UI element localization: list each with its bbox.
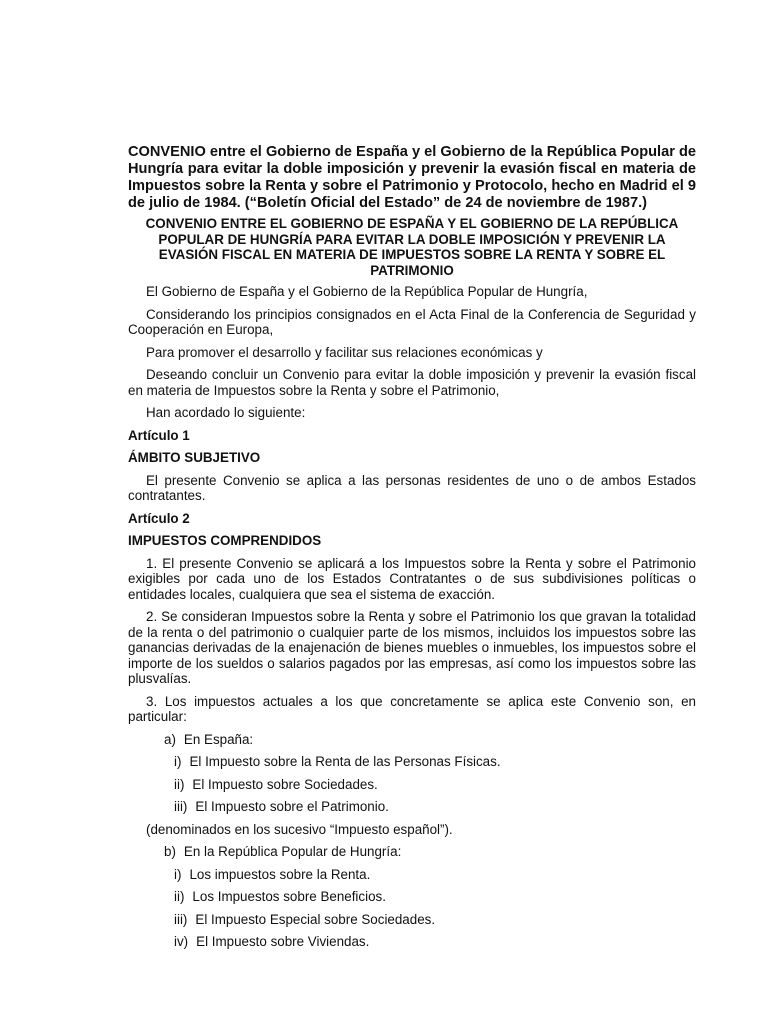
article-1-label: Artículo 1 bbox=[128, 427, 190, 443]
list-marker: iii) bbox=[174, 911, 188, 927]
list-item-text: Los Impuestos sobre Beneficios. bbox=[192, 889, 386, 904]
list-item bbox=[128, 934, 696, 950]
preamble-paragraph: Deseando concluir un Convenio para evitar la doble imposición y prevenir la evasión fiscal en materia de Impuestos sobre la Renta y sobre el Patrimonio, bbox=[128, 367, 696, 398]
list-marker: b) bbox=[164, 844, 176, 859]
list-item-spain bbox=[128, 732, 696, 748]
list-item bbox=[128, 799, 696, 815]
preamble-paragraph: Han acordado lo siguiente: bbox=[146, 405, 306, 420]
list-marker: a) bbox=[164, 731, 176, 747]
list-marker: ii) bbox=[174, 889, 185, 904]
list-item-text: El Impuesto sobre la Renta de las Personas Físicas. bbox=[189, 754, 501, 769]
preamble-paragraph: Considerando los principios consignados en el Acta Final de la Conferencia de Seguridad y Cooperación en Europa, bbox=[128, 306, 696, 337]
preamble-paragraph: El Gobierno de España y el Gobierno de la República Popular de Hungría, bbox=[146, 284, 588, 299]
article-2-paragraph-1: 1. El presente Convenio se aplicará a los Impuestos sobre la Renta y sobre el Patrimonio exigibles por cada uno de los Estados Contratantes o de sus subdivisiones políticas o entidades locales, cualquiera que sea el sistema de exacción. bbox=[128, 555, 696, 602]
document-body bbox=[128, 144, 696, 957]
list-item-hungary bbox=[128, 844, 696, 860]
article-2-label: Artículo 2 bbox=[128, 510, 190, 526]
list-item-text: El Impuesto sobre el Patrimonio. bbox=[195, 799, 389, 814]
article-2-paragraph-3: 3. Los impuestos actuales a los que concretamente se aplica este Convenio son, en particular: bbox=[128, 693, 696, 724]
list-item bbox=[128, 867, 696, 883]
article-1-title: ÁMBITO SUBJETIVO bbox=[128, 450, 261, 465]
list-item-text: Los impuestos sobre la Renta. bbox=[189, 866, 371, 882]
article-1-text: El presente Convenio se aplica a las personas residentes de uno o de ambos Estados contratantes. bbox=[128, 472, 696, 503]
list-marker: i) bbox=[174, 866, 182, 882]
list-marker: iii) bbox=[174, 799, 188, 814]
list-item-label: En España: bbox=[183, 731, 254, 747]
list-item bbox=[128, 777, 696, 793]
article-2-title: IMPUESTOS COMPRENDIDOS bbox=[128, 533, 322, 548]
article-2-paragraph-2: 2. Se consideran Impuestos sobre la Renta y sobre el Patrimonio los que gravan la totalidad de la renta o del patrimonio o cualquier parte de los mismos, incluidos los impuestos sobre las ganancias derivadas de la enajenación de bienes muebles o inmuebles, los impuestos sobre el importe de los sueldos o salarios pagados por las empresas, así como los impuestos sobre las plusvalías. bbox=[128, 609, 696, 686]
list-marker: ii) bbox=[174, 776, 185, 792]
list-marker: i) bbox=[174, 754, 182, 769]
convention-heading: CONVENIO ENTRE EL GOBIERNO DE ESPAÑA Y EL GOBIERNO DE LA REPÚBLICA POPULAR DE HUNGRÍA PARA EVITAR LA DOBLE IMPOSICIÓN Y PREVENIR LA EVASIÓN FISCAL EN MATERIA DE IMPUESTOS SOBRE LA RENTA Y SOBRE EL PATRIMONIO bbox=[145, 216, 679, 278]
list-item-text: El Impuesto sobre Viviendas. bbox=[196, 934, 370, 949]
spain-tax-note: (denominados en los sucesivo “Impuesto español”). bbox=[146, 821, 453, 837]
list-item bbox=[128, 912, 696, 928]
list-item bbox=[128, 754, 696, 770]
document-title: CONVENIO entre el Gobierno de España y el Gobierno de la República Popular de Hungría para evitar la doble imposición y prevenir la evasión fiscal en materia de Impuestos sobre la Renta y sobre el Patrimonio y Protocolo, hecho en Madrid el 9 de julio de 1984. (“Boletín Oficial del Estado” de 24 de noviembre de 1987.) bbox=[128, 144, 696, 211]
list-item-label: En la República Popular de Hungría: bbox=[183, 844, 402, 859]
list-marker: iv) bbox=[174, 934, 189, 949]
list-item-text: El Impuesto Especial sobre Sociedades. bbox=[195, 911, 436, 927]
list-item-text: El Impuesto sobre Sociedades. bbox=[192, 776, 378, 792]
list-item bbox=[128, 889, 696, 905]
preamble-paragraph: Para promover el desarrollo y facilitar sus relaciones económicas y bbox=[146, 344, 543, 360]
